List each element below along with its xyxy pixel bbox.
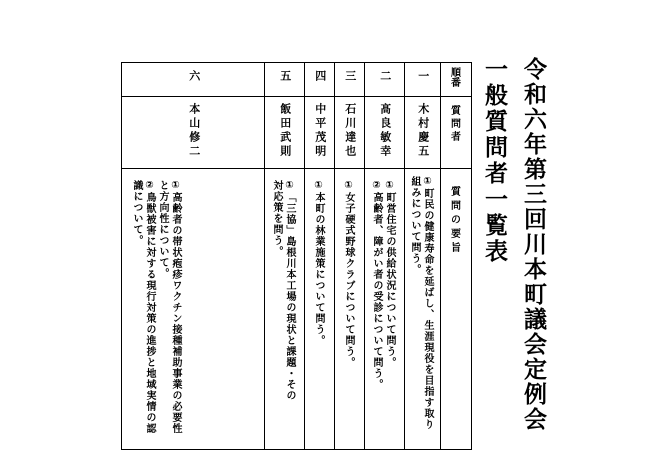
document-subtitle: 一般質問者一覧表 (481, 57, 507, 265)
questioner-name: 飯田武則 (278, 103, 292, 159)
question-summary (312, 180, 325, 440)
question-text: ①本町の林業施策について問う。 (313, 180, 324, 346)
row-number: 三 (343, 70, 357, 82)
column-divider (404, 63, 405, 449)
question-text: ①町営住宅の供給状況について問う。 ②高齢者、障がい者の受診について問う。 (371, 180, 395, 390)
header-summary: 質問の要旨 (448, 186, 460, 256)
questioner-table (121, 62, 472, 450)
table-divider (122, 96, 471, 97)
question-text: ①女子硬式野球クラブについて問う。 (343, 180, 354, 368)
question-summary (342, 180, 355, 440)
row-number: 六 (187, 70, 201, 82)
header-questioner: 質問者 (448, 105, 460, 144)
questioner-name: 中平茂明 (313, 103, 327, 159)
questioner-name: 石川達也 (343, 103, 357, 159)
row-number: 二 (378, 70, 392, 82)
header-order: 順番 (448, 67, 460, 87)
document-title: 令和六年第三回川本町議会定例会 (520, 57, 546, 432)
question-text: ①高齢者の帯状疱疹ワクチン接種補助事業の必要性と方向性について。 ②鳥獣被害に対する現行対策の進捗と地域実情の認識について。 (131, 180, 181, 434)
row-number: 四 (313, 70, 327, 82)
column-divider (440, 63, 441, 449)
questioner-name: 髙良敏幸 (378, 103, 392, 159)
row-number: 一 (416, 70, 430, 82)
questioner-name: 木村慶五 (416, 103, 430, 159)
question-text: ①「三協」島根川本工場の現状と課題・その対応策を問う。 (271, 180, 295, 401)
questioner-name: 本山修二 (187, 103, 201, 159)
column-divider (334, 63, 335, 449)
table-divider (122, 168, 471, 169)
column-divider (364, 63, 365, 449)
row-number: 五 (278, 70, 292, 82)
question-summary (370, 180, 396, 440)
column-divider (304, 63, 305, 449)
question-summary (130, 180, 182, 440)
question-summary (270, 180, 296, 410)
question-text: ①町民の健康寿命を延ばし、生涯現役を目指す取り組みについて問う。 (409, 176, 433, 430)
column-divider (264, 63, 265, 449)
question-summary (408, 176, 434, 436)
